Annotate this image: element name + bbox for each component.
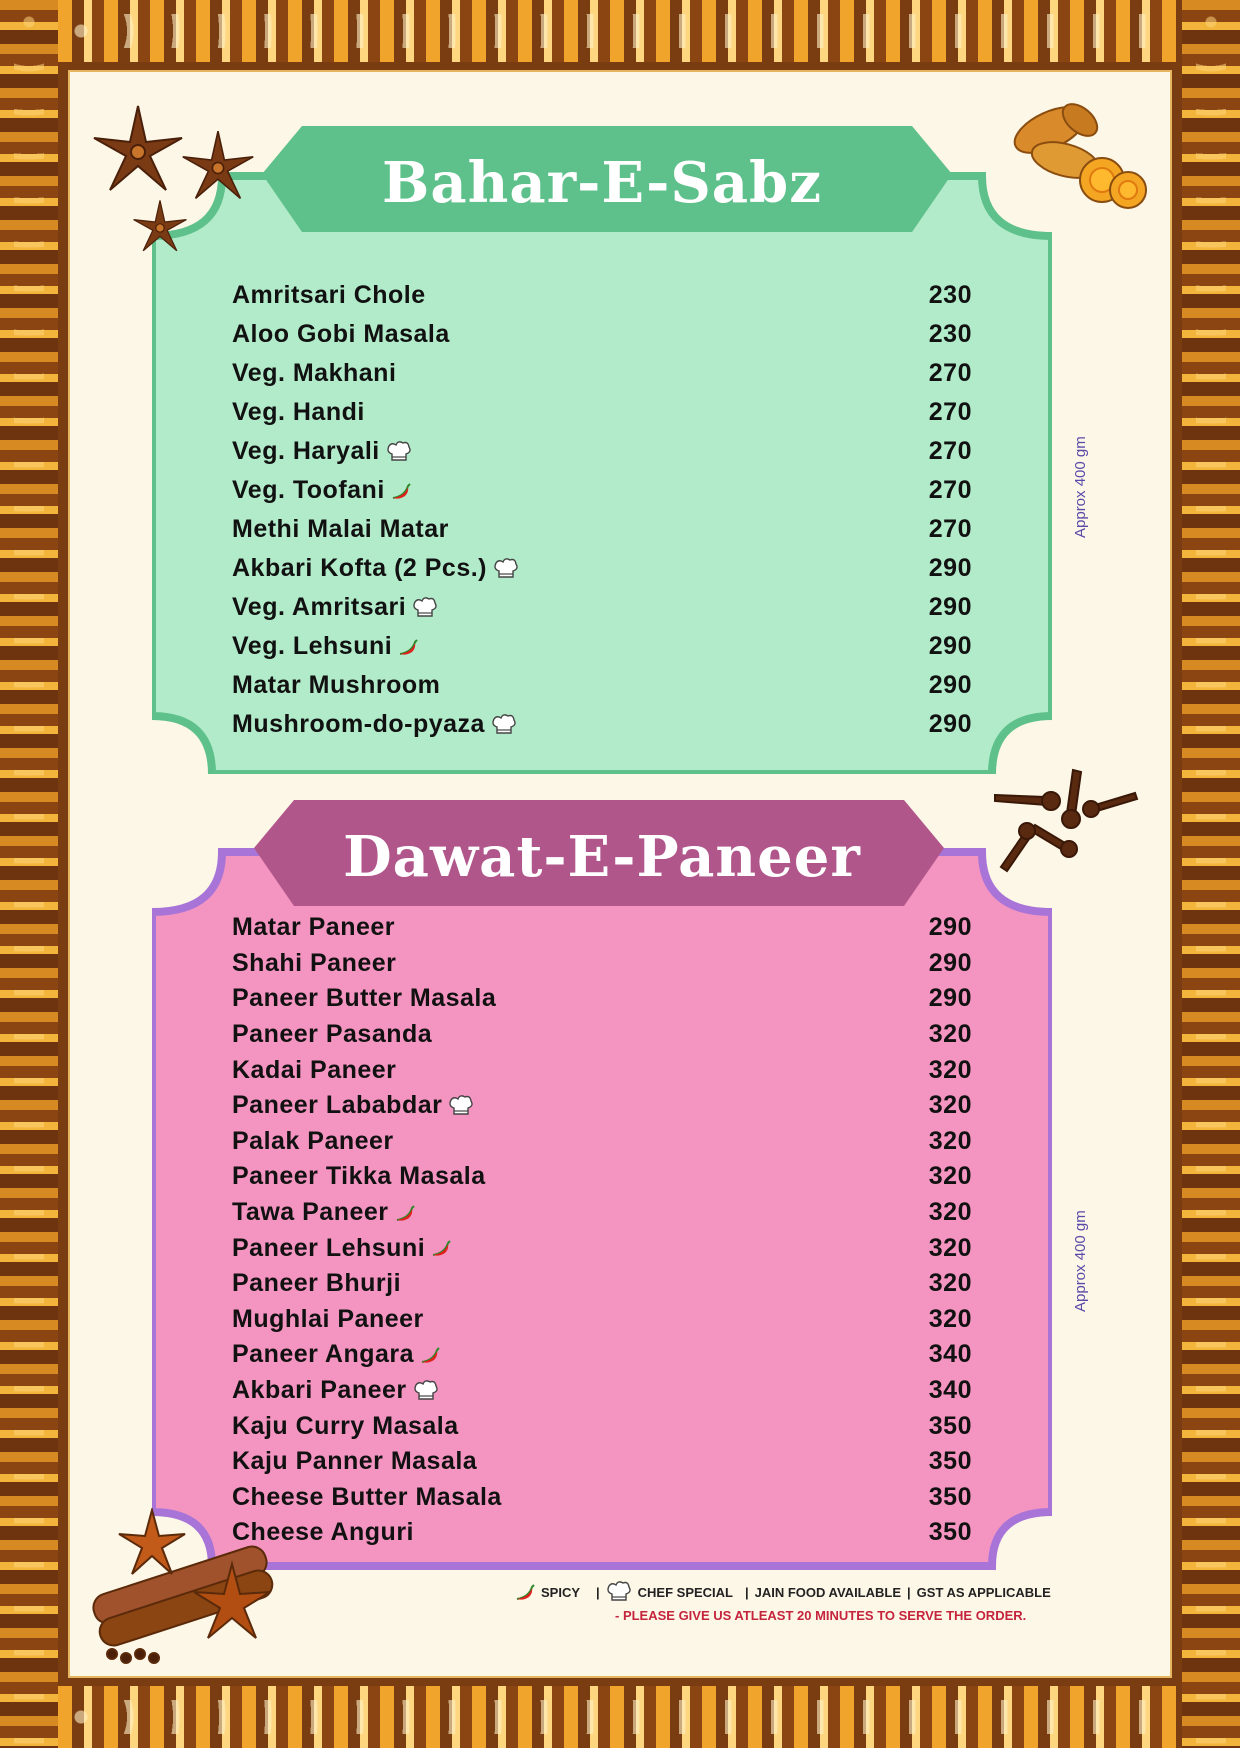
item-name <box>232 949 902 978</box>
chef-hat-icon <box>606 1580 632 1604</box>
item-price: 230 <box>928 320 972 348</box>
item-price: 320 <box>928 1198 972 1227</box>
chef-hat-icon <box>386 440 412 464</box>
item-name <box>232 1376 902 1405</box>
menu-item <box>232 549 972 588</box>
item-name <box>232 281 902 310</box>
item-price: 270 <box>928 476 972 504</box>
item-price: 230 <box>928 281 972 309</box>
menu-item <box>232 354 972 393</box>
item-name <box>232 554 902 583</box>
item-price: 290 <box>928 710 972 738</box>
item-price: 320 <box>928 1126 972 1155</box>
menu-item <box>232 1017 972 1053</box>
item-name <box>232 593 902 622</box>
menu-item <box>232 946 972 982</box>
item-name-text: Paneer Butter Masala <box>232 984 497 1013</box>
chili-icon <box>420 1346 440 1364</box>
item-name <box>232 1091 902 1120</box>
menu-item <box>232 1408 972 1444</box>
item-name-text: Mughlai Paneer <box>232 1304 424 1333</box>
chef-hat-icon <box>448 1094 474 1118</box>
border-bottom <box>58 1686 1182 1748</box>
chef-hat-icon <box>493 557 519 581</box>
menu-item <box>232 705 972 744</box>
menu-item <box>232 471 972 510</box>
item-name <box>232 1269 902 1298</box>
item-name <box>232 320 902 349</box>
item-name-text: Veg. Handi <box>232 398 365 426</box>
section-title: Bahar-E-Sabz <box>381 150 822 216</box>
item-name <box>232 1305 902 1334</box>
item-name-text: Paneer Lababdar <box>232 1091 443 1120</box>
portion-note: Approx 400 gm <box>1072 436 1089 538</box>
item-name <box>232 398 902 427</box>
item-name <box>232 1127 902 1156</box>
item-name <box>232 913 902 942</box>
border-right <box>1182 0 1240 1748</box>
menu-item <box>232 1337 972 1373</box>
item-price: 350 <box>928 1411 972 1440</box>
item-name <box>232 1412 902 1441</box>
chef-hat-icon <box>491 713 517 737</box>
menu-item <box>232 1052 972 1088</box>
chili-icon <box>398 638 418 656</box>
item-price: 290 <box>928 593 972 621</box>
chili-icon <box>515 1583 535 1601</box>
item-price: 320 <box>928 1304 972 1333</box>
menu-item <box>232 1195 972 1231</box>
border-left <box>0 0 58 1748</box>
menu-item <box>232 1373 972 1409</box>
menu-item <box>232 315 972 354</box>
item-name-text: Akbari Paneer <box>232 1376 407 1405</box>
border-top <box>58 0 1182 62</box>
item-name <box>232 632 902 661</box>
item-name <box>232 1162 902 1191</box>
item-price: 340 <box>928 1340 972 1369</box>
item-name <box>232 1483 902 1512</box>
item-name-text: Veg. Lehsuni <box>232 632 393 660</box>
menu-item <box>232 510 972 549</box>
item-name-text: Methi Malai Matar <box>232 515 449 543</box>
menu-list <box>232 910 972 1551</box>
chef-hat-icon <box>412 596 438 620</box>
item-name <box>232 476 902 505</box>
item-name <box>232 1020 902 1049</box>
serving-notice: - PLEASE GIVE US ATLEAST 20 MINUTES TO SERVE THE ORDER. <box>615 1608 1027 1623</box>
item-name <box>232 1198 902 1227</box>
item-price: 320 <box>928 1020 972 1049</box>
item-price: 350 <box>928 1447 972 1476</box>
menu-item <box>232 1088 972 1124</box>
item-name-text: Kadai Paneer <box>232 1055 397 1084</box>
item-name-text: Veg. Haryali <box>232 437 380 465</box>
item-price: 320 <box>928 1091 972 1120</box>
menu-item <box>232 1515 972 1551</box>
menu-list <box>232 276 972 744</box>
section-title: Dawat-E-Paneer <box>343 824 861 890</box>
item-price: 340 <box>928 1376 972 1405</box>
menu-item <box>232 981 972 1017</box>
item-name-text: Shahi Paneer <box>232 948 397 977</box>
item-name-text: Kaju Curry Masala <box>232 1411 459 1440</box>
legend-separator: | <box>907 1584 911 1600</box>
item-price: 320 <box>928 1233 972 1262</box>
item-name <box>232 984 902 1013</box>
item-name <box>232 671 902 700</box>
star-anise-icon <box>88 100 268 260</box>
menu-item <box>232 1159 972 1195</box>
cinnamon-icon <box>82 1508 292 1668</box>
menu-item <box>232 1230 972 1266</box>
item-name-text: Paneer Tikka Masala <box>232 1162 486 1191</box>
chef-hat-icon <box>413 1379 439 1403</box>
item-price: 290 <box>928 913 972 942</box>
legend-chef: CHEF SPECIAL <box>637 1584 733 1600</box>
portion-note: Approx 400 gm <box>1072 1210 1089 1312</box>
menu-item <box>232 588 972 627</box>
menu-item <box>232 393 972 432</box>
item-name <box>232 359 902 388</box>
item-name-text: Akbari Kofta (2 Pcs.) <box>232 554 488 582</box>
legend-jain: JAIN FOOD AVAILABLE <box>754 1584 902 1600</box>
item-name-text: Paneer Angara <box>232 1340 415 1369</box>
item-price: 290 <box>928 671 972 699</box>
item-name-text: Matar Paneer <box>232 913 396 942</box>
item-name-text: Tawa Paneer <box>232 1198 389 1227</box>
item-name-text: Kaju Panner Masala <box>232 1447 478 1476</box>
chili-icon <box>431 1239 451 1257</box>
item-name-text: Cheese Butter Masala <box>232 1482 502 1511</box>
item-price: 270 <box>928 437 972 465</box>
menu-item <box>232 910 972 946</box>
item-price: 320 <box>928 1055 972 1084</box>
menu-item <box>232 666 972 705</box>
item-name-text: Matar Mushroom <box>232 671 441 699</box>
item-name-text: Cheese Anguri <box>232 1518 415 1547</box>
menu-item <box>232 1266 972 1302</box>
item-price: 270 <box>928 359 972 387</box>
item-name-text: Aloo Gobi Masala <box>232 320 450 348</box>
item-price: 270 <box>928 398 972 426</box>
legend-gst: GST AS APPLICABLE <box>916 1584 1051 1600</box>
item-name-text: Amritsari Chole <box>232 281 426 309</box>
chili-icon <box>395 1204 415 1222</box>
item-price: 350 <box>928 1482 972 1511</box>
section-bahar-e-sabz <box>152 126 1052 774</box>
chili-icon <box>391 482 411 500</box>
menu-item <box>232 432 972 471</box>
item-name-text: Paneer Lehsuni <box>232 1233 426 1262</box>
item-price: 270 <box>928 515 972 543</box>
menu-item <box>232 627 972 666</box>
item-name-text: Mushroom-do-pyaza <box>232 710 485 738</box>
item-price: 290 <box>928 984 972 1013</box>
menu-item <box>232 1444 972 1480</box>
item-name-text: Veg. Amritsari <box>232 593 407 621</box>
section-dawat-e-paneer <box>152 800 1052 1570</box>
item-name <box>232 1518 902 1547</box>
item-name-text: Veg. Toofani <box>232 476 385 504</box>
legend-separator: | <box>596 1584 600 1600</box>
legend-spicy: SPICY <box>541 1584 581 1600</box>
legend-separator: | <box>745 1584 749 1600</box>
cloves-icon <box>985 765 1150 875</box>
menu-item <box>232 1480 972 1516</box>
item-name-text: Paneer Pasanda <box>232 1020 433 1049</box>
turmeric-icon <box>1010 90 1150 215</box>
item-price: 290 <box>928 554 972 582</box>
menu-item <box>232 1302 972 1338</box>
item-name <box>232 1234 902 1263</box>
item-name <box>232 1340 902 1369</box>
menu-item <box>232 1124 972 1160</box>
item-name <box>232 437 902 466</box>
item-price: 290 <box>928 632 972 660</box>
item-price: 350 <box>928 1518 972 1547</box>
legend <box>515 1580 1051 1604</box>
item-name-text: Palak Paneer <box>232 1126 394 1155</box>
item-name-text: Veg. Makhani <box>232 359 397 387</box>
menu-item <box>232 276 972 315</box>
item-name-text: Paneer Bhurji <box>232 1269 402 1298</box>
item-price: 320 <box>928 1162 972 1191</box>
item-name <box>232 710 902 739</box>
item-price: 320 <box>928 1269 972 1298</box>
item-name <box>232 1447 902 1476</box>
item-name <box>232 515 902 544</box>
item-name <box>232 1056 902 1085</box>
item-price: 290 <box>928 948 972 977</box>
